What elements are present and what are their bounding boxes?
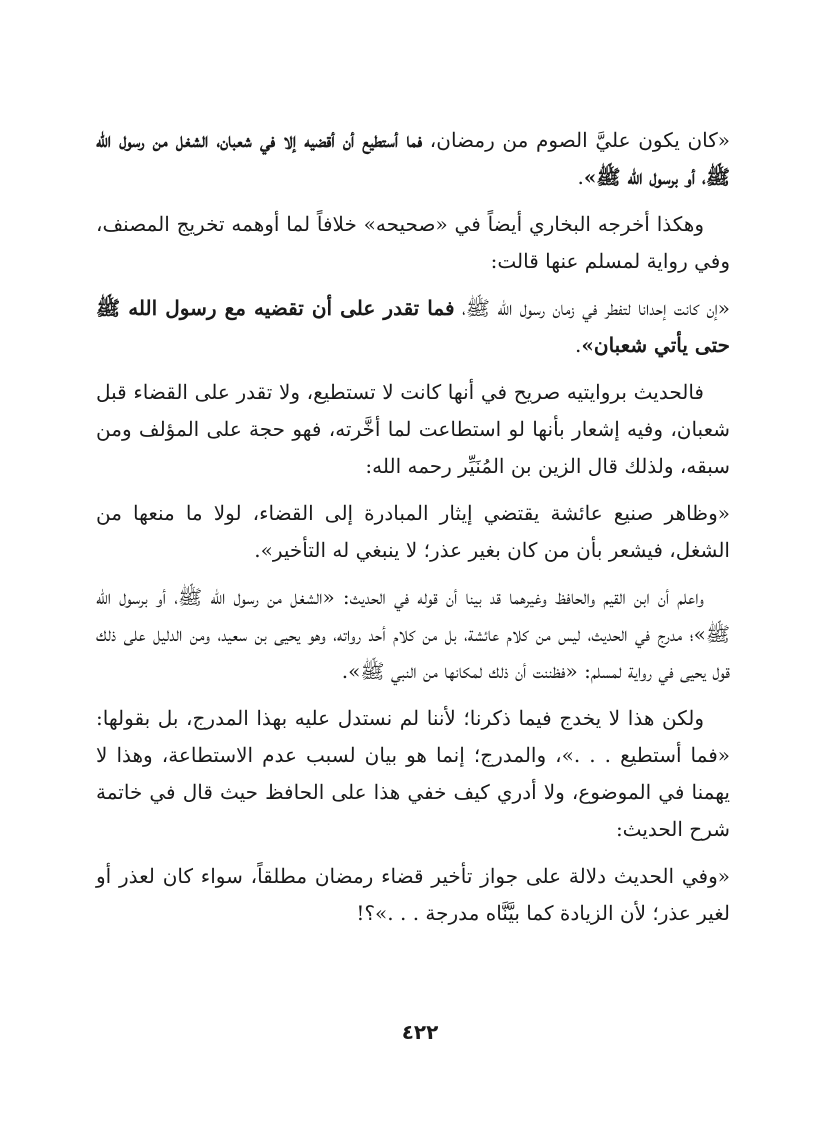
segment: واعلم أن ابن القيم والحافظ وغيرهما قد بينا أن قوله في الحديث: «الشغل من رسول الله ﷺ، أو برسول الله ﷺ»؛ مدرج في الحديث، ليس من كلام عائشة، بل من كلام أحد رواته، وهو يحيى بن سعيد، ومن الدليل على ذلك قول يحيى في رواية لمسلم: «فظننت أن ذلك لمكانها من النبي ﷺ». [96, 585, 730, 683]
paragraph-2 [96, 206, 730, 280]
main-text [96, 122, 730, 942]
segment-bold: فما أستطيع أن أقضيه إلا في شعبان، الشغل من رسول الله ﷺ، أو برسول الله ﷺ» [96, 128, 730, 189]
segment: «إن كانت إحدانا لتفطر في زمان رسول الله ﷺ، [454, 296, 730, 320]
segment: . [577, 165, 584, 189]
segment: «كان يكون عليَّ الصوم من رمضان، [422, 128, 731, 152]
paragraph-1-quote [96, 122, 730, 196]
segment-bold: فما تقدر على أن تقضيه مع رسول الله ﷺ حتى يأتي شعبان» [96, 296, 730, 357]
paragraph-6 [96, 579, 730, 690]
segment: ولكن هذا لا يخدج فيما ذكرنا؛ لأننا لم نستدل عليه بهذا المدرج، بل بقولها: «فما أستطيع . . .»، والمدرج؛ إنما هو بيان لسبب عدم الاستطاعة، وهذا لا يهمنا في الموضوع، ولا أدري كيف خفي هذا على الحافظ حيث قال في خاتمة شرح الحديث: [96, 706, 730, 841]
paragraph-4 [96, 374, 730, 485]
segment: وهكذا أخرجه البخاري أيضاً في «صحيحه» خلافاً لما أوهمه تخريج المصنف، وفي رواية لمسلم عنها قالت: [96, 212, 730, 273]
page-number: ٤٢٢ [401, 1020, 439, 1044]
segment: فالحديث بروايتيه صريح في أنها كانت لا تستطيع، ولا تقدر على القضاء قبل شعبان، وفيه إشعار بأنها لو استطاعت لما أخَّرته، فهو حجة على المؤلف ومن سبقه، ولذلك قال الزين بن المُنَيِّر رحمه الله: [96, 380, 730, 478]
segment: . [575, 333, 582, 357]
paragraph-7 [96, 700, 730, 848]
paragraph-3-quote [96, 290, 730, 364]
segment: «وفي الحديث دلالة على جواز تأخير قضاء رمضان مطلقاً، سواء كان لعذر أو لغير عذر؛ لأن الزيادة كما بيَّنَّاه مدرجة . . .»؟! [96, 864, 730, 925]
segment: «وظاهر صنيع عائشة يقتضي إيثار المبادرة إلى القضاء، لولا ما منعها من الشغل، فيشعر بأن من كان بغير عذر؛ لا ينبغي له التأخير». [96, 501, 730, 562]
paragraph-8-quote [96, 858, 730, 932]
paragraph-5-quote [96, 495, 730, 569]
